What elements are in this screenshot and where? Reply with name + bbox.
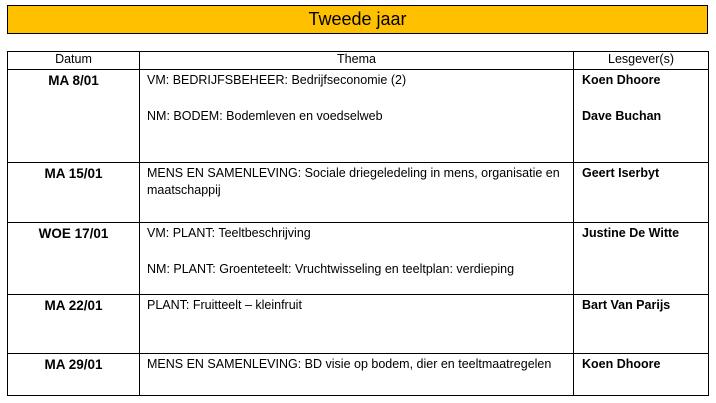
table-row — [8, 354, 709, 396]
teacher-cell — [574, 223, 709, 295]
page-title: Tweede jaar — [308, 9, 407, 29]
teacher-name: Koen Dhoore — [582, 357, 661, 371]
theme-line: VM: BEDRIJFSBEHEER: Bedrijfseconomie (2) — [147, 73, 407, 87]
table-row — [8, 163, 709, 223]
date-cell: MA 15/01 — [8, 163, 140, 223]
teacher-cell — [574, 70, 709, 163]
header-teacher: Lesgever(s) — [574, 52, 709, 70]
title-bar — [7, 5, 708, 34]
teacher-name: Bart Van Parijs — [582, 298, 671, 312]
teacher-name: Justine De Witte — [582, 226, 680, 240]
date-cell: MA 8/01 — [8, 70, 140, 163]
theme-cell — [140, 70, 574, 163]
teacher-name: Koen Dhoore — [582, 73, 661, 87]
theme-cell — [140, 223, 574, 295]
teacher-cell — [574, 295, 709, 354]
schedule-table — [7, 51, 709, 396]
table-row — [8, 223, 709, 295]
date-cell: MA 22/01 — [8, 295, 140, 354]
theme-line: NM: BODEM: Bodemleven en voedselweb — [147, 109, 383, 123]
teacher-name: Geert Iserbyt — [582, 166, 660, 180]
table-header-row — [8, 52, 709, 70]
header-date: Datum — [8, 52, 140, 70]
theme-line: PLANT: Fruitteelt – kleinfruit — [147, 298, 302, 312]
teacher-cell — [574, 163, 709, 223]
theme-cell — [140, 295, 574, 354]
theme-line: MENS EN SAMENLEVING: BD visie op bodem, dier en teeltmaatregelen — [147, 357, 552, 371]
theme-cell — [140, 354, 574, 396]
theme-line: VM: PLANT: Teeltbeschrijving — [147, 226, 311, 240]
header-theme: Thema — [140, 52, 574, 70]
theme-line: MENS EN SAMENLEVING: Sociale driegeledeling in mens, organisatie en maatschappij — [147, 166, 560, 197]
table-row — [8, 295, 709, 354]
date-cell: MA 29/01 — [8, 354, 140, 396]
theme-line: NM: PLANT: Groenteteelt: Vruchtwisseling en teeltplan: verdieping — [147, 262, 515, 276]
teacher-cell — [574, 354, 709, 396]
theme-cell — [140, 163, 574, 223]
table-row — [8, 70, 709, 163]
date-cell: WOE 17/01 — [8, 223, 140, 295]
teacher-name: Dave Buchan — [582, 109, 662, 123]
